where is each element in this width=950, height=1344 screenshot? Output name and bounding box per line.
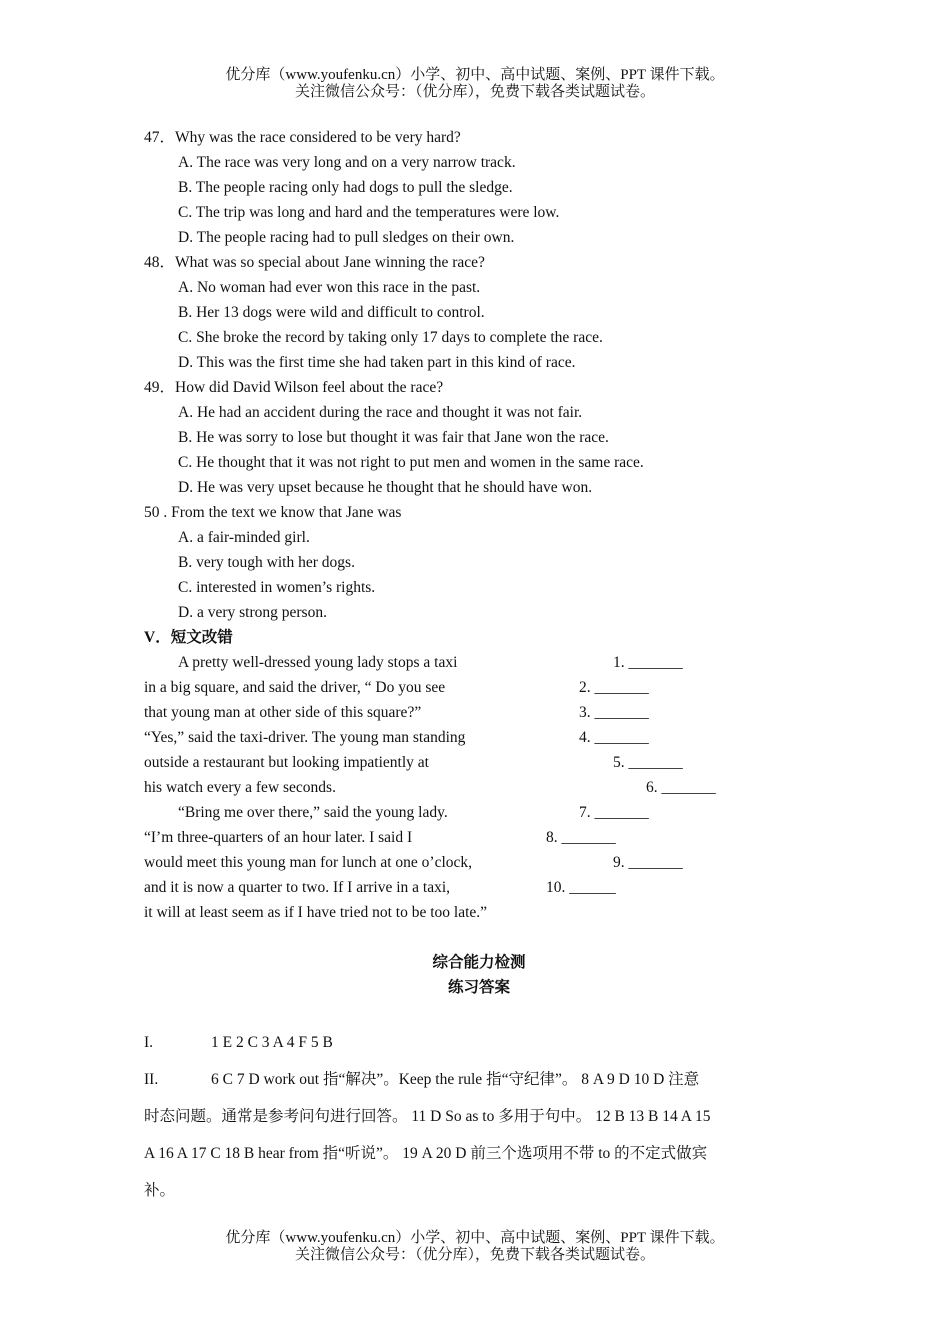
- answer-blank: 1. _______: [613, 654, 683, 671]
- option: D. This was the first time she had taken part in this kind of race.: [178, 354, 576, 371]
- option: C. He thought that it was not right to put men and women in the same race.: [178, 454, 644, 471]
- option: A. He had an accident during the race and thought it was not fair.: [178, 404, 583, 421]
- passage-text: in a big square, and said the driver, “ Do you see: [144, 679, 446, 696]
- passage-row: [144, 875, 814, 900]
- passage-text: that young man at other side of this square?”: [144, 704, 422, 721]
- option: D. a very strong person.: [178, 604, 327, 621]
- question-number: 50 .: [144, 504, 168, 521]
- passage-row: [144, 800, 814, 825]
- question-stem: Why was the race considered to be very hard?: [175, 129, 461, 146]
- answer-blank: 6. _______: [646, 779, 716, 796]
- question-number: 49．: [144, 379, 176, 396]
- question-48: [144, 250, 814, 275]
- option: B. Her 13 dogs were wild and difficult to control.: [178, 304, 485, 321]
- question-49: [144, 375, 814, 400]
- answer-part-2: [144, 1061, 814, 1098]
- option: C. She broke the record by taking only 17 days to complete the race.: [178, 329, 603, 346]
- answer-part-text: 6 C 7 D work out 指“解决”。Keep the rule 指“守纪律”。 8 A 9 D 10 D 注意: [211, 1071, 700, 1088]
- passage-row: [144, 750, 814, 775]
- option: B. very tough with her dogs.: [178, 554, 355, 571]
- passage-text: would meet this young man for lunch at one o’clock,: [144, 854, 473, 871]
- answer-blank: 3. _______: [579, 704, 649, 721]
- answer-line: 补。: [144, 1182, 176, 1199]
- answers-subheading: 练习答案: [447, 979, 510, 996]
- question-stem: How did David Wilson feel about the race?: [175, 379, 444, 396]
- answer-part-text: 1 E 2 C 3 A 4 F 5 B: [211, 1034, 333, 1051]
- answer-blank: 8. _______: [546, 829, 616, 846]
- answer-blank: 10. ______: [546, 879, 616, 896]
- passage-text: it will at least seem as if I have tried not to be too late.”: [144, 904, 488, 921]
- question-stem: What was so special about Jane winning the race?: [175, 254, 485, 271]
- question-number: 48．: [144, 254, 176, 271]
- passage-row: [144, 900, 814, 925]
- question-50: [144, 500, 814, 525]
- answer-part-label: I.: [144, 1034, 154, 1051]
- footer-line-2: 关注微信公众号：（优分库），免费下载各类试题试卷。: [294, 1247, 655, 1263]
- answer-blank: 4. _______: [579, 729, 649, 746]
- header-line-1: 优分库（www.youfenku.cn）小学、初中、高中试题、案例、PPT 课件下载。: [225, 67, 725, 83]
- passage-text: A pretty well-dressed young lady stops a taxi: [178, 654, 458, 671]
- passage-row: [144, 700, 814, 725]
- passage-row: [144, 825, 814, 850]
- option: A. No woman had ever won this race in the past.: [178, 279, 481, 296]
- option: A. The race was very long and on a very narrow track.: [178, 154, 516, 171]
- passage-row: [144, 675, 814, 700]
- answers-heading: 综合能力检测: [432, 954, 526, 971]
- passage-row: [144, 725, 814, 750]
- option: C. The trip was long and hard and the temperatures were low.: [178, 204, 560, 221]
- header-line-2: 关注微信公众号：（优分库），免费下载各类试题试卷。: [294, 84, 655, 100]
- option: A. a fair-minded girl.: [178, 529, 310, 546]
- answer-part-1: [144, 1024, 814, 1061]
- option: B. The people racing only had dogs to pull the sledge.: [178, 179, 513, 196]
- page-footer: [0, 1230, 950, 1264]
- answer-line: A 16 A 17 C 18 B hear from 指“听说”。 19 A 20 D 前三个选项用不带 to 的不定式做宾: [144, 1145, 708, 1162]
- passage-text: “I’m three-quarters of an hour later. I said I: [144, 829, 413, 846]
- question-stem: From the text we know that Jane was: [171, 504, 402, 521]
- question-47: [144, 125, 814, 150]
- answer-blank: 9. _______: [613, 854, 683, 871]
- option: B. He was sorry to lose but thought it was fair that Jane won the race.: [178, 429, 609, 446]
- page-header: [0, 67, 950, 101]
- passage-row: [144, 775, 814, 800]
- answer-part-label: II.: [144, 1071, 159, 1088]
- passage-row: [144, 850, 814, 875]
- answer-blank: 5. _______: [613, 754, 683, 771]
- option: D. The people racing had to pull sledges on their own.: [178, 229, 515, 246]
- answer-line: 时态问题。通常是参考问句进行回答。 11 D So as to 多用于句中。 12 B 13 B 14 A 15: [144, 1108, 711, 1125]
- passage-row: [144, 650, 814, 675]
- answer-blank: 2. _______: [579, 679, 649, 696]
- footer-line-1: 优分库（www.youfenku.cn）小学、初中、高中试题、案例、PPT 课件下载。: [225, 1230, 725, 1246]
- passage-text: “Yes,” said the taxi-driver. The young man standing: [144, 729, 466, 746]
- page-content: [144, 125, 814, 1209]
- passage-text: and it is now a quarter to two. If I arrive in a taxi,: [144, 879, 451, 896]
- option: D. He was very upset because he thought that he should have won.: [178, 479, 593, 496]
- passage-text: his watch every a few seconds.: [144, 779, 336, 796]
- section-title: V．短文改错: [144, 629, 233, 646]
- option: C. interested in women’s rights.: [178, 579, 376, 596]
- passage-text: “Bring me over there,” said the young lady.: [178, 804, 448, 821]
- passage-text: outside a restaurant but looking impatiently at: [144, 754, 429, 771]
- question-number: 47．: [144, 129, 176, 146]
- answer-blank: 7. _______: [579, 804, 649, 821]
